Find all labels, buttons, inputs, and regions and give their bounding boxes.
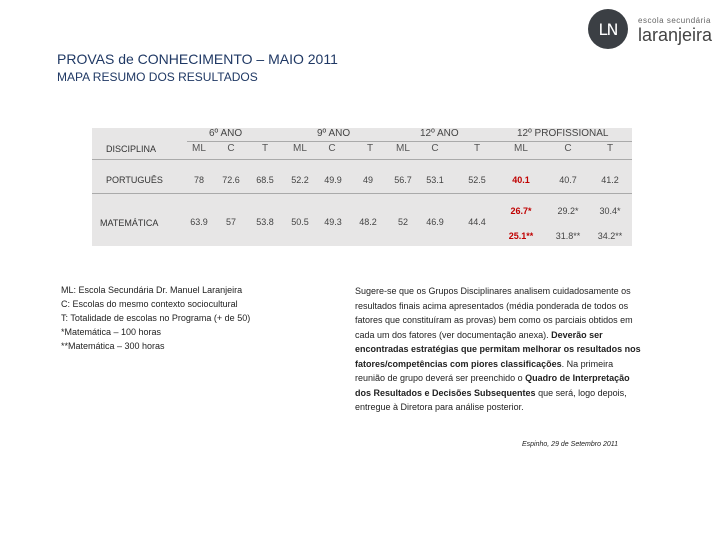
table-cell: 31.8** [555,231,581,241]
note-text: Sugere-se que os Grupos Disciplinares analisem cuidadosamente os resultados finais acima apresentados (média ponderada de todos os fatores que constituíram as provas) bem como os parciais obtidos em cada um dos fatores (ver documentação anexa). [355,286,633,340]
legend-item: **Matemática – 300 horas [61,341,165,351]
table-cell: 68.5 [256,175,274,185]
legend-item: T: Totalidade de escolas no Programa (+ de 50) [61,313,251,323]
logo-main-text: laranjeira [638,25,713,45]
legend-item: ML: Escola Secundária Dr. Manuel Laranjeira [61,285,243,295]
table-cell: 63.9 [190,217,208,227]
col-header: ML [514,143,528,154]
school-logo: LN [588,9,628,49]
table-cell: 78 [193,175,204,185]
table-cell: 41.2 [601,175,619,185]
note-bold-text: Deverão ser encontradas estratégias que permitam melhorar os resultados nos fatores/competências com piores classificações [355,329,641,369]
logo-top-text: escola secundária [638,16,711,25]
table-cell: 48.2 [359,217,377,227]
divider [92,159,632,160]
table-cell: 46.9 [426,217,444,227]
table-cell: 72.6 [222,175,240,185]
table-cell: 56.7 [394,175,412,185]
legend-item: C: Escolas do mesmo contexto sociocultural [61,299,238,309]
note-bold-text: Quadro de Interpretação dos Resultados e Decisões Subsequentes [355,373,630,398]
col-header: T [366,143,374,154]
document-date: Espinho, 29 de Setembro 2011 [522,441,618,448]
results-table [92,128,632,246]
note-text: . Na primeira reunião de grupo deverá ser preenchido o [355,358,614,383]
col-header: ML [293,143,307,154]
col-header: ML [192,143,206,154]
table-cell: 25.1** [508,231,534,241]
note-text: que será, logo depois, entregue à Diretora para análise posterior. [355,387,627,412]
table-cell: 49 [362,175,373,185]
col-header: T [261,143,269,154]
table-cell: 49.9 [324,175,342,185]
page-subtitle: MAPA RESUMO DOS RESULTADOS [57,70,258,84]
row-label-matematica: MATEMÁTICA [100,218,159,228]
table-cell: 40.1 [512,175,530,185]
recommendation-note [355,284,645,415]
table-cell: 57 [225,217,236,227]
table-cell: 34.2** [597,231,623,241]
row-label-portugues: PORTUGUÊS [106,175,163,185]
table-cell: 49.3 [324,217,342,227]
table-cell: 26.7* [510,206,532,216]
table-cell: 52.2 [291,175,309,185]
group-header: 9º ANO [317,128,351,139]
table-cell: 53.8 [256,217,274,227]
col-header: T [606,143,614,154]
group-header: 6º ANO [209,128,243,139]
table-cell: 53.1 [426,175,444,185]
table-cell: 29.2* [557,206,579,216]
table-cell: 50.5 [291,217,309,227]
table-cell: 30.4* [599,206,621,216]
divider [187,141,632,142]
col-header: ML [396,143,410,154]
col-header: T [473,143,481,154]
legend [61,283,250,353]
group-header: 12º PROFISSIONAL [517,128,609,139]
col-header: C [328,143,336,154]
table-cell: 40.7 [559,175,577,185]
col-header: C [227,143,235,154]
table-cell: 52 [397,217,408,227]
col-header: C [431,143,439,154]
table-cell: 44.4 [468,217,486,227]
col-header: C [564,143,572,154]
legend-item: *Matemática – 100 horas [61,327,162,337]
page-title: PROVAS de CONHECIMENTO – MAIO 2011 [57,51,338,67]
group-header: 12º ANO [420,128,459,139]
divider [92,193,632,194]
table-cell: 52.5 [468,175,486,185]
discipline-header: DISCIPLINA [106,144,157,154]
